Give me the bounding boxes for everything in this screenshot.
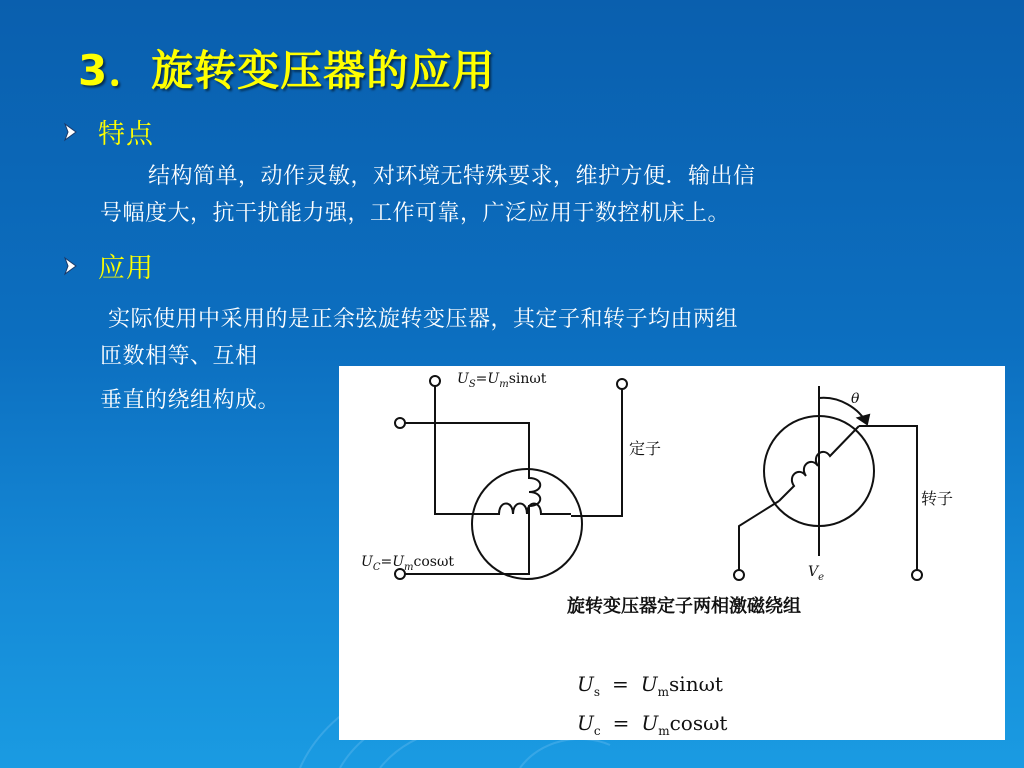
bullet-label-features: 特点: [98, 119, 154, 150]
application-text-line-2: 匝数相等、互相: [100, 344, 258, 369]
wire-us-right: [571, 389, 622, 516]
terminal-rotor-right: [912, 570, 922, 580]
features-text-line-1: 结构简单，动作灵敏，对环境无特殊要求，维护方便．输出信: [148, 164, 756, 189]
stator-label: 定子: [629, 439, 662, 458]
wire-uc-top: [405, 423, 529, 466]
wire-us-left: [435, 386, 484, 514]
application-text-line-1: 实际使用中采用的是正余弦旋转变压器，其定子和转子均由两组: [108, 307, 739, 332]
bullet-application: [62, 246, 154, 285]
slide-title: 3．旋转变压器的应用: [78, 46, 496, 95]
stator-coil-vertical: [529, 466, 540, 556]
terminal-us-right: [617, 379, 627, 389]
stator-circle: [472, 469, 582, 579]
formula-uc: $U_c = U_m\cos\omega t$: [577, 711, 728, 738]
application-text-line-3: 垂直的绕组构成。: [100, 388, 281, 413]
rotor-label: 转子: [921, 489, 954, 508]
figure-caption: 旋转变压器定子两相激磁绕组: [567, 596, 801, 617]
theta-arrow-head: [858, 415, 869, 424]
ve-label: $V_e$: [808, 564, 825, 583]
terminal-us-left: [430, 376, 440, 386]
resolver-diagram: [339, 366, 1005, 740]
theta-label: θ: [851, 391, 860, 407]
stator-coil-horizontal: [484, 504, 571, 515]
us-label: $U_S=U_m\sin\omega t$: [457, 371, 547, 390]
bullet-features: [62, 112, 154, 151]
terminal-rotor-left: [734, 570, 744, 580]
formula-us: $U_s = U_m\sin\omega t$: [577, 672, 723, 699]
terminal-uc-top: [395, 418, 405, 428]
chevron-bullet-icon: [62, 121, 80, 143]
chevron-bullet-icon: [62, 255, 80, 277]
wire-rotor-left: [739, 501, 779, 571]
bullet-label-application: 应用: [98, 253, 154, 284]
uc-label: $U_C=U_m\cos\omega t$: [361, 554, 454, 573]
resolver-diagram-figure: [339, 366, 1005, 740]
features-text-line-2: 号幅度大，抗干扰能力强，工作可靠，广泛应用于数控机床上。: [100, 201, 731, 226]
